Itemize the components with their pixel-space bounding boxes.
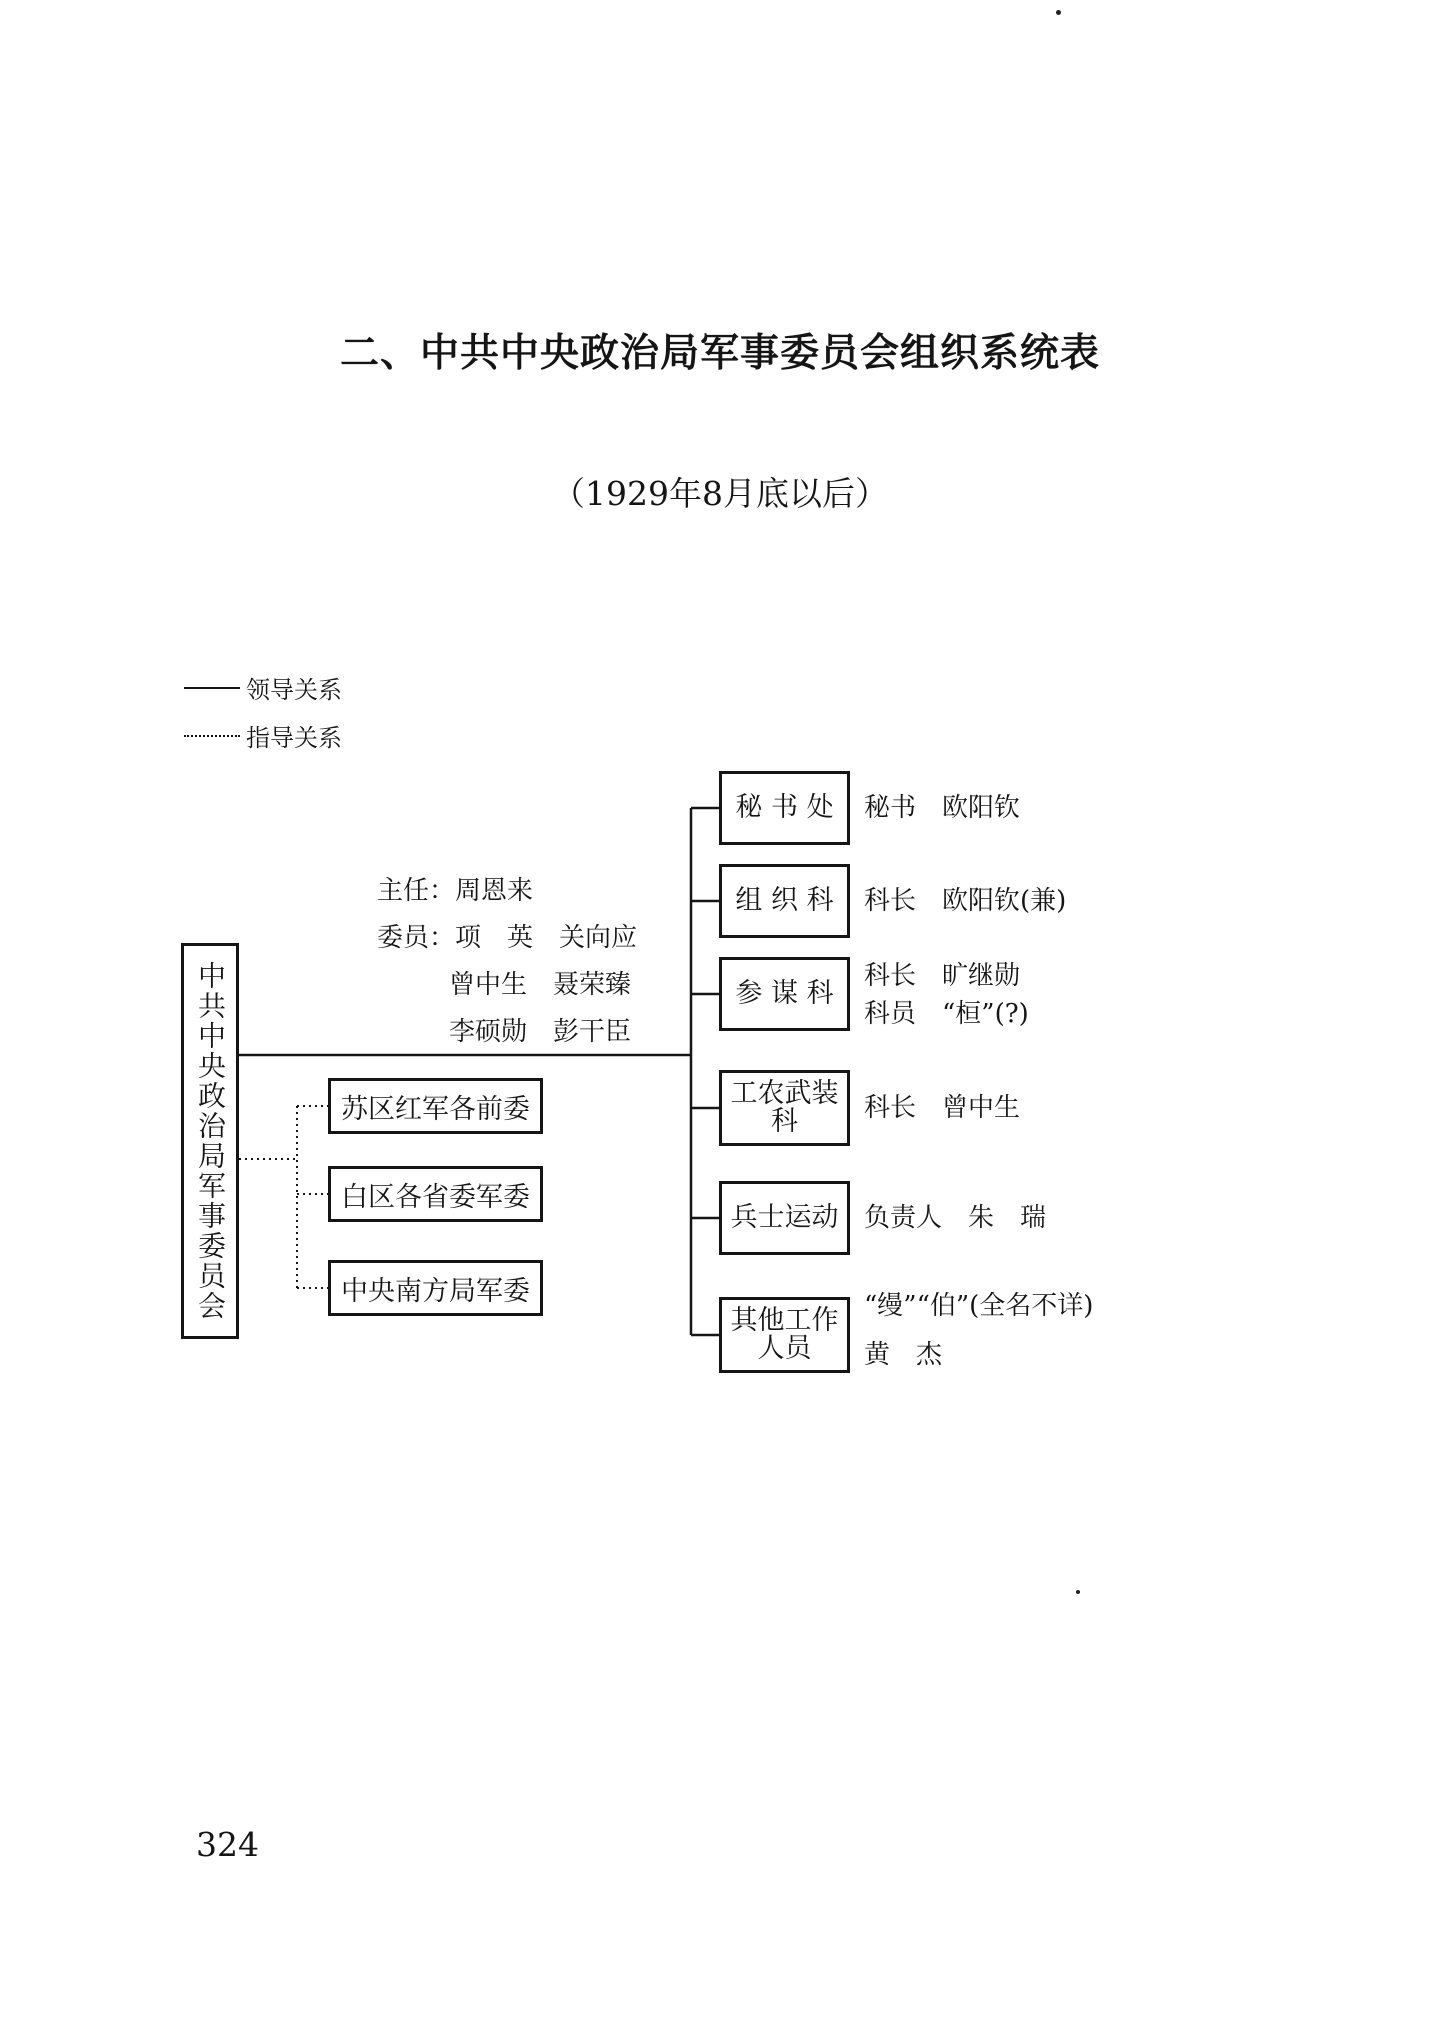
- guided-unit-label: 苏区红军各前委: [341, 1093, 530, 1125]
- guided-unit-box: [328, 1260, 543, 1316]
- department-box-staff: [719, 957, 850, 1031]
- department-box-armed: [719, 1070, 850, 1146]
- department-label: 秘 书 处: [735, 791, 834, 823]
- department-label: 组 织 科: [735, 884, 834, 916]
- page-number: 324: [196, 1825, 259, 1864]
- department-box-secretariat: [719, 771, 850, 845]
- department-label: 兵士运动: [730, 1201, 839, 1233]
- speck: [1056, 10, 1061, 15]
- root-node-label: 中共中央政治局军事委员会: [194, 961, 227, 1321]
- guided-unit-box: [328, 1078, 543, 1134]
- department-label: 其他工作人员: [730, 1304, 839, 1364]
- member-row: 李硕勋 彭干臣: [449, 1017, 632, 1047]
- guided-unit-label: 白区各省委军委: [341, 1181, 530, 1213]
- department-box-others: [719, 1297, 850, 1373]
- guided-unit-box: [328, 1166, 543, 1222]
- page-title: 二、中共中央政治局军事委员会组织系统表: [339, 331, 1100, 376]
- department-label: 工农武装科: [730, 1077, 839, 1137]
- legend-leadership-label: 领导关系: [246, 676, 342, 704]
- staff-entry: 黄 杰: [864, 1340, 943, 1370]
- staff-entry: 科长 旷继勋: [864, 961, 1021, 991]
- guided-unit-label: 中央南方局军委: [341, 1275, 530, 1307]
- department-box-organization: [719, 864, 850, 938]
- root-node-box: [181, 943, 239, 1339]
- staff-entry: “缦”“伯”(全名不详): [864, 1291, 1094, 1321]
- member-row: 曾中生 聂荣臻: [449, 970, 632, 1000]
- staff-entry: 科长 曾中生: [864, 1093, 1021, 1123]
- page-subtitle: （1929年8月底以后）: [552, 474, 888, 513]
- staff-entry: 负责人 朱 瑞: [864, 1203, 1047, 1233]
- department-box-soldier: [719, 1181, 850, 1255]
- guidance-lines: [239, 1106, 328, 1288]
- member-director: 主任：周恩来: [377, 876, 534, 906]
- legend-guidance-label: 指导关系: [246, 724, 342, 752]
- member-row: 委员：项 英 关向应: [377, 923, 638, 953]
- staff-entry: 科员 “桓”(?): [864, 999, 1029, 1029]
- department-label: 参 谋 科: [735, 977, 834, 1009]
- speck: [1076, 1590, 1080, 1594]
- staff-entry: 科长 欧阳钦(兼): [864, 886, 1067, 916]
- staff-entry: 秘书 欧阳钦: [864, 793, 1021, 823]
